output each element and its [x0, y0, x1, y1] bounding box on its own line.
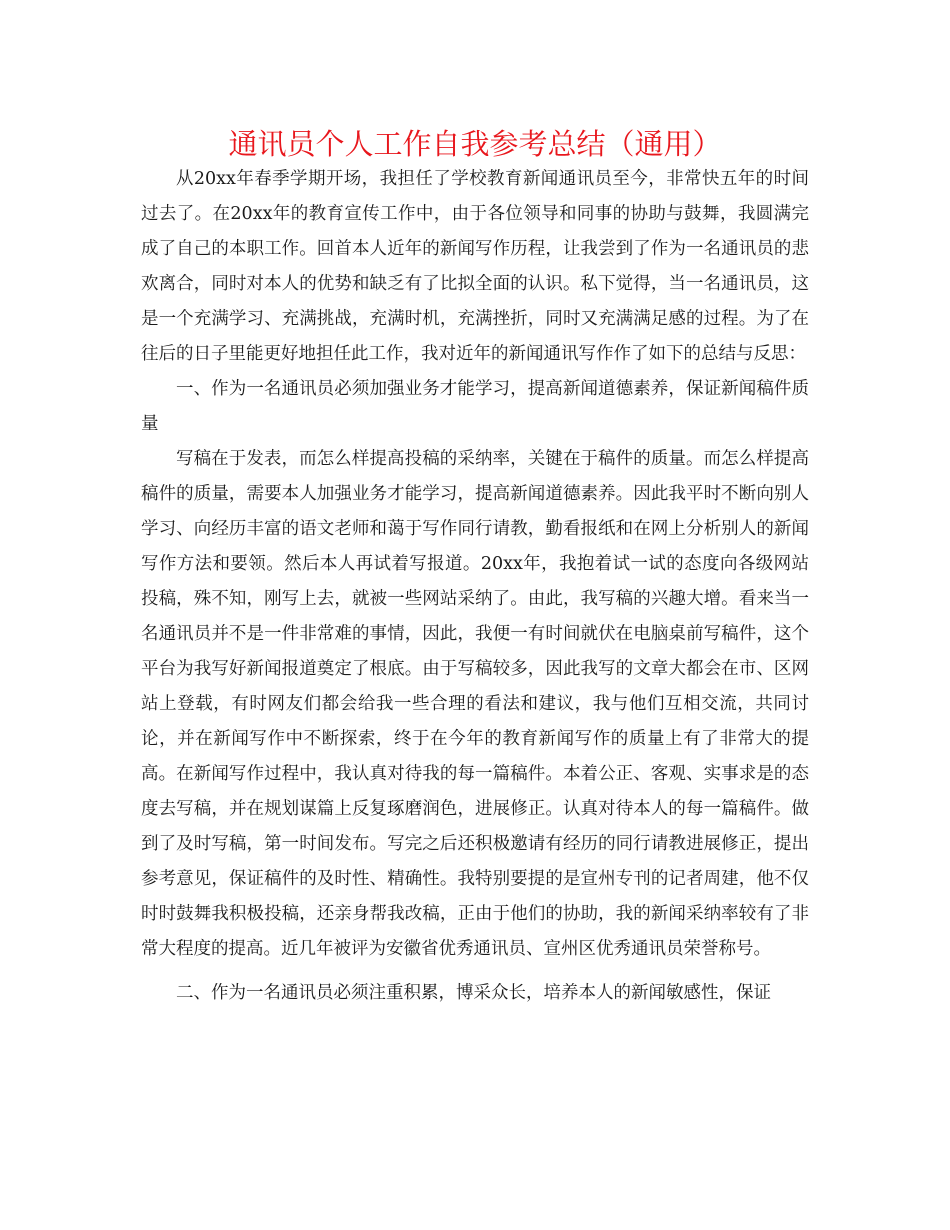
document-title: 通讯员个人工作自我参考总结（通用） — [228, 127, 722, 161]
document-body — [141, 162, 809, 1011]
paragraph-heading-2: 二、作为一名通讯员必须注重积累，博采众长，培养本人的新闻敏感性，保证 — [176, 983, 771, 1003]
paragraph-heading-1: 一、作为一名通讯员必须加强业务才能学习，提高新闻道德素养，保证新闻稿件质量 — [141, 379, 809, 434]
paragraph-intro: 从20xx年春季学期开场，我担任了学校教育新闻通讯员至今，非常快五年的时间过去了。在20xx年的教育宣传工作中，由于各位领导和同事的协助与鼓舞，我圆满完成了自己的本职工作。回首本人近年的新闻写作历程，让我尝到了作为一名通讯员的悲欢离合，同时对本人的优势和缺乏有了比拟全面的认识。私下觉得，当一名通讯员，这是一个充满学习、充满挑战，充满时机，充满挫折，同时又充满满足感的过程。为了在往后的日子里能更好地担任此工作，我对近年的新闻通讯写作作了如下的总结与反思： — [141, 169, 809, 364]
paragraph-body-1: 写稿在于发表，而怎么样提高投稿的采纳率，关键在于稿件的质量。而怎么样提高稿件的质量，需要本人加强业务才能学习，提高新闻道德素养。因此我平时不断向别人学习、向经历丰富的语文老师和蔼于写作同行请教，勤看报纸和在网上分析别人的新闻写作方法和要领。然后本人再试着写报道。20xx年，我抱着试一试的态度向各级网站投稿，殊不知，刚写上去，就被一些网站采纳了。由此，我写稿的兴趣大增。看来当一名通讯员并不是一件非常难的事情，因此，我便一有时间就伏在电脑桌前写稿件，这个平台为我写好新闻报道奠定了根底。由于写稿较多，因此我写的文章大都会在市、区网站上登载，有时网友们都会给我一些合理的看法和建议，我与他们互相交流，共同讨论，并在新闻写作中不断探索，终于在今年的教育新闻写作的质量上有了非常大的提高。在新闻写作过程中，我认真对待我的每一篇稿件。本着公正、客观、实事求是的态度去写稿，并在规划谋篇上反复琢磨润色，进展修正。认真对待本人的每一篇稿件。做到了及时写稿，第一时间发布。写完之后还积极邀请有经历的同行请教进展修正，提出参考意见，保证稿件的及时性、精确性。我特别要提的是宣州专刊的记者周建，他不仅时时鼓舞我积极投稿，还亲身帮我改稿，正由于他们的协助，我的新闻采纳率较有了非常大程度的提高。近几年被评为安徽省优秀通讯员、宣州区优秀通讯员荣誉称号。 — [141, 449, 809, 959]
